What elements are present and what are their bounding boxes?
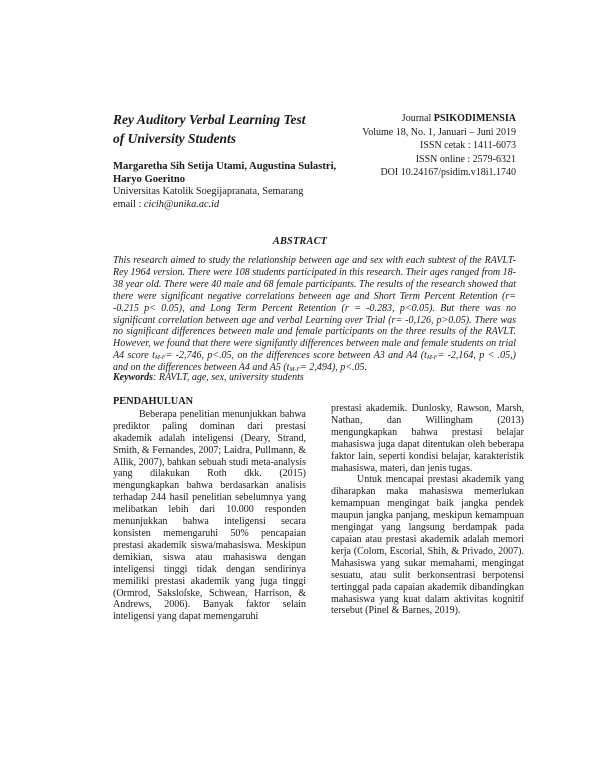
abstract-text-a: This research aimed to study the relationship between age and sex with each subtest of the RAVLT- Rey 1964 version. There were 108 students participated in this research. Their ages ranged from 18-38 year old. There were 40 male and 68 female participants. The results of the research showed that there were significant negative correlations between age and Short Term Percent Retention (r= -0.215 p< 0.05), and Long Term Percent Retention (r = -0.283, p<0.05). But there was no significant correlation between age and verbal Learning over Trial (r= -0,126, p>0.05). There was no significant differences between male and female participants on the three results of the RAVLT. However, we found that there were signifantly differences between male and female students on trial A4 score t xyxy=(113,255,516,362)
email-address: cicih@unika.ac.id xyxy=(143,198,220,210)
journal-name-line xyxy=(296,112,516,126)
abstract-subscript-1: M-F xyxy=(154,355,166,362)
journal-info xyxy=(296,112,516,180)
abstract-subscript-2: M-F xyxy=(426,355,438,362)
authors-line-1: Margaretha Sih Setija Utami, Augustina Sulastri, xyxy=(113,161,337,172)
affiliation: Universitas Katolik Soegijapranata, Semarang xyxy=(113,186,304,197)
issn-online: ISSN online : 2579-6321 xyxy=(415,153,516,165)
body-column-left xyxy=(113,396,306,623)
abstract-text-d: = 2,494), p<.05. xyxy=(300,362,367,374)
body-column-right xyxy=(331,403,524,617)
keywords-label: Keywords xyxy=(113,372,153,383)
section-heading: PENDAHULUAN xyxy=(113,396,194,407)
journal-volume: Volume 18, No. 1, Januari – Juni 2019 xyxy=(362,126,516,138)
affiliation-block xyxy=(113,186,363,211)
abstract-text-b: = -2,746, p<.05, on the differences score between A3 and A4 (t xyxy=(165,350,427,362)
title-line-1: Rey Auditory Verbal Learning Test xyxy=(113,112,306,127)
journal-prefix: Journal xyxy=(401,113,434,124)
keywords-value: : RAVLT, age, sex, university students xyxy=(153,372,304,383)
body-paragraph-3: Untuk mencapai prestasi akademik yang diharapkan maka mahasiswa memerlukan kemampuan mengingat baik jangka pendek maupun jangka panjang, meskipun kemampuan mengingat yang langsung berdampak pada capaian atau prestasi akademik adalah memori kerja (Colom, Escorial, Shih, & Privado, 2007). Mahasiswa yang sukar memahami, mengingat sesuatu, atau sulit berkonsentrasi berpotensi tertinggal pada capaian akademik dibandingkan mahasiswa yang kuat dalam aktivitas kognitif tersebut (Pinel & Barnes, 2019). xyxy=(331,474,524,617)
issn-print: ISSN cetak : 1411-6073 xyxy=(419,140,516,151)
journal-name: PSIKODIMENSIA xyxy=(433,113,516,124)
abstract-body xyxy=(113,255,516,374)
authors-line-2: Haryo Goeritno xyxy=(113,174,186,185)
abstract-heading: ABSTRACT xyxy=(272,236,328,247)
body-paragraph-2: prestasi akademik. Dunlosky, Rawson, Marsh, Nathan, dan Willingham (2013) mengungkapkan bahwa prestasi belajar mahasiswa juga dapat ditentukan oleh beberapa faktor lain, seperti kondisi belajar, karakteristik mahasiswa, materi, dan jenis tugas. xyxy=(331,403,524,474)
body-paragraph-1: Beberapa penelitian menunjukkan bahwa prediktor paling dominan dari prestasi akademik adalah inteligensi (Deary, Strand, Smith, & Fernandes, 2007; Laidra, Pullmann, & Allik, 2007), bahkan sebuah studi meta-analysis yang dilakukan Roth dkk. (2015) mengungkapkan bahwa berdasarkan analisis terhadap 244 hasil penelitian sebelumnya yang melibatkan lebih dari 10.000 responden menunjukkan bahwa inteligensi secara konsisten memengaruhi 50% pencapaian prestasi akademik siswa/mahasiswa. Meskipun demikian, siswa atau mahasiswa dengan inteligensi tinggi tidak dengan sendirinya memiliki prestasi akademik yang juga tinggi (Ormrod, Saksloſske, Schwean, Harrison, & Andrews, 2006). Banyak faktor selain inteligensi yang dapat memengaruhi xyxy=(113,408,306,623)
doi: DOI 10.24167/psidim.v18i1.1740 xyxy=(380,167,516,178)
abstract-subscript-3: M-F xyxy=(289,367,301,374)
keywords-line xyxy=(113,372,516,384)
abstract-text-c: = -2,164, p < .05,) and on the differences between A4 and A5 (t xyxy=(113,350,516,374)
email-label: email : xyxy=(113,198,144,210)
title-line-2: of University Students xyxy=(113,131,237,146)
